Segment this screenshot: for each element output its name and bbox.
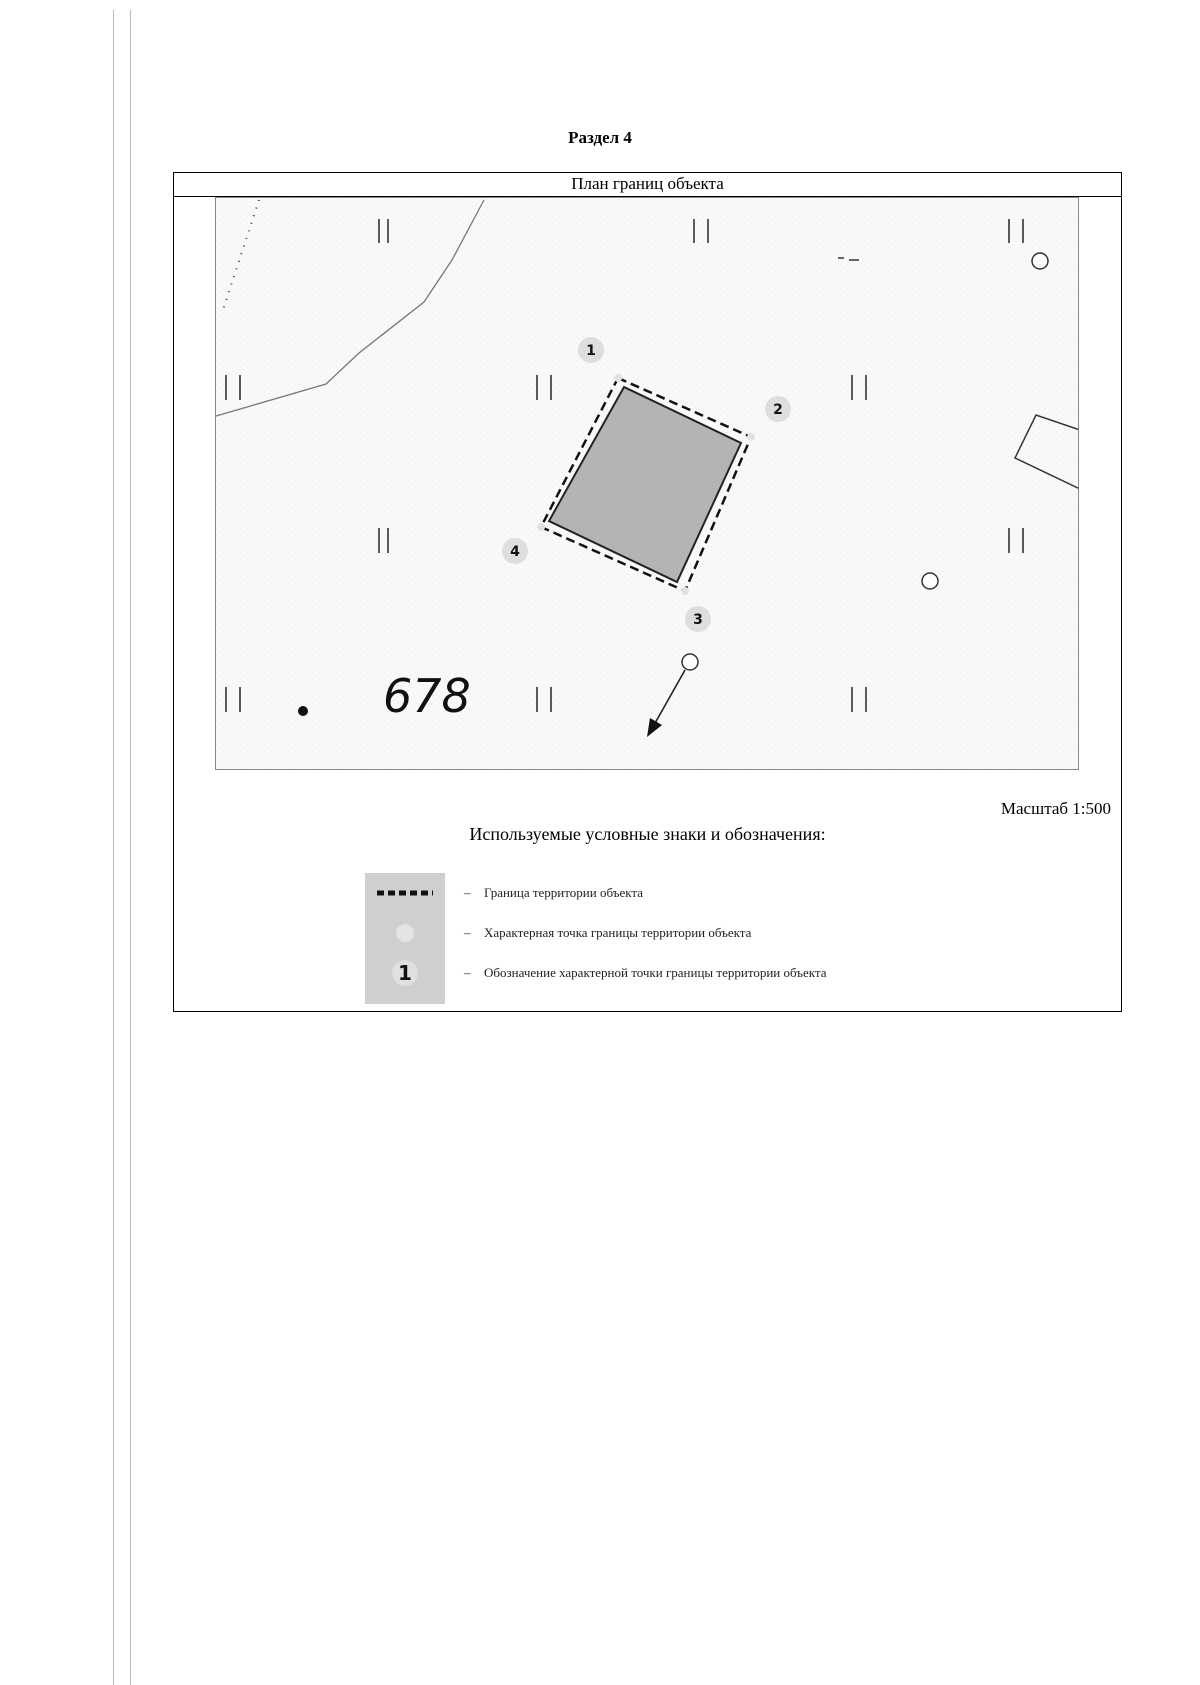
map-svg: [216, 198, 1079, 770]
parcel-number: 678: [383, 669, 471, 723]
legend-title: Используемые условные знаки и обозначения:: [469, 824, 826, 844]
well-icon: [1032, 253, 1048, 269]
legend-item-text: Характерная точка границы территории объекта: [484, 925, 752, 940]
section-title: Раздел 4: [568, 128, 632, 147]
legend-item: – Обозначение характерной точки границы территории объекта: [464, 965, 827, 980]
plan-header: План границ объекта: [174, 173, 1121, 197]
scale-label: Масштаб 1:500: [1000, 799, 1111, 818]
point-label-2: [765, 396, 791, 422]
plan-frame: [173, 172, 1122, 1012]
well-icon: [682, 654, 698, 670]
svg-text:2: 2: [773, 402, 783, 418]
legend-item: – Граница территории объекта: [464, 885, 643, 900]
svg-text:3: 3: [693, 612, 703, 628]
binding-line-outer: [113, 10, 114, 1685]
point-label-1: [578, 337, 604, 363]
legend-symbols: [365, 873, 445, 1004]
map-area: [215, 197, 1079, 770]
well-icon: [922, 573, 938, 589]
binding-line-inner: [130, 10, 131, 1685]
point-label-3: [685, 606, 711, 632]
svg-text:1: 1: [586, 343, 596, 359]
survey-point-dot: [298, 706, 308, 716]
svg-text:4: 4: [510, 544, 520, 560]
point-symbol: [396, 924, 414, 942]
point-label-4: [502, 538, 528, 564]
legend-item: – Характерная точка границы территории объекта: [464, 925, 752, 940]
legend-point-label: 1: [398, 961, 412, 985]
legend-item-text: Граница территории объекта: [484, 885, 643, 900]
legend-item-text: Обозначение характерной точки границы территории объекта: [484, 965, 827, 980]
